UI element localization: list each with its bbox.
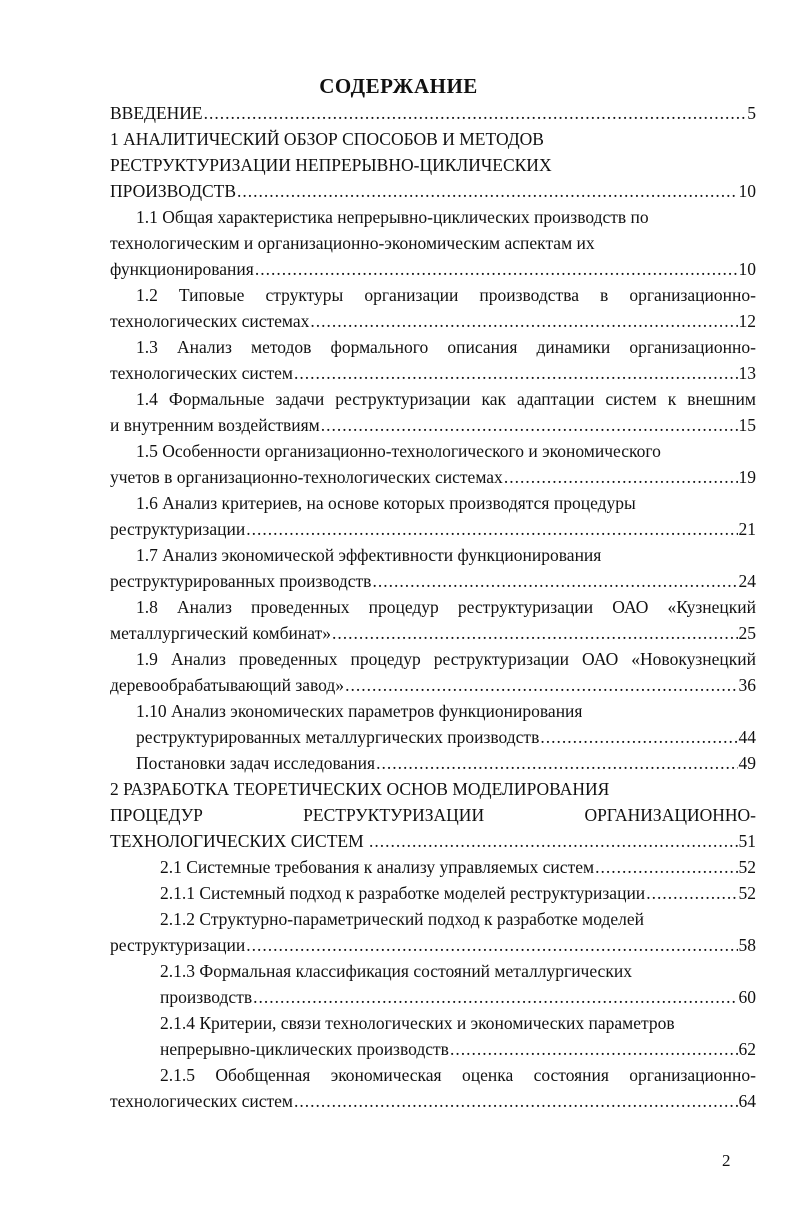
entry-page: 24 — [738, 571, 756, 591]
word: организационно- — [629, 285, 756, 305]
word: задачи — [275, 389, 325, 409]
word: процедур — [350, 649, 421, 669]
entry-text: технологических систем — [110, 363, 293, 383]
entry-page: 10 — [738, 259, 756, 279]
leader-dots — [255, 256, 738, 282]
entry-text: технологических систем — [110, 1091, 293, 1111]
entry-text: реструктурированных производств — [110, 571, 372, 591]
toc-section-1-6-line-2 — [110, 516, 756, 542]
leader-dots — [450, 1036, 738, 1062]
entry-text: непрерывно-циклических производств — [160, 1039, 449, 1059]
toc-section-1-5-line-2 — [110, 464, 756, 490]
word: РЕСТРУКТУРИЗАЦИИ — [303, 805, 485, 825]
entry-page: 62 — [738, 1039, 756, 1059]
toc-entry-intro — [110, 100, 756, 126]
leader-dots — [595, 854, 737, 880]
toc-section-1-5-line-1: 1.5 Особенности организационно-технологического и экономического — [136, 441, 661, 461]
entry-text: ТЕХНОЛОГИЧЕСКИХ СИСТЕМ — [110, 831, 369, 851]
word: в — [600, 285, 609, 305]
leader-dots — [246, 932, 737, 958]
leader-dots — [294, 1088, 738, 1114]
toc-section-2-1-1 — [160, 880, 756, 906]
entry-text: ВВЕДЕНИЕ — [110, 103, 203, 123]
toc-title: СОДЕРЖАНИЕ — [319, 74, 478, 98]
entry-text: Постановки задач исследования — [136, 753, 376, 773]
toc-section-2-1-3-line-2 — [160, 984, 756, 1010]
word: состояния — [533, 1065, 609, 1085]
word: реструктуризации — [457, 597, 594, 617]
word: структуры — [265, 285, 344, 305]
toc-section-2-1-2-line-1: 2.1.2 Структурно-параметрический подход к разработке моделей — [160, 909, 645, 929]
toc-section-2-1-4-line-2 — [160, 1036, 756, 1062]
toc-chapter-1-line-1: 1 АНАЛИТИЧЕСКИЙ ОБЗОР СПОСОБОВ И МЕТОДОВ — [110, 129, 544, 149]
entry-text: реструктурированных металлургических производств — [136, 727, 540, 747]
word: к — [667, 389, 677, 409]
word: Анализ — [170, 649, 226, 669]
word: 1.2 — [136, 285, 158, 305]
toc-chapter-2-line-3 — [110, 828, 756, 854]
entry-page: 64 — [738, 1091, 756, 1111]
page-number: 2 — [722, 1151, 731, 1170]
leader-dots — [204, 100, 747, 126]
leader-dots — [504, 464, 738, 490]
entry-text: производств — [160, 987, 253, 1007]
entry-page: 13 — [738, 363, 756, 383]
toc-section-2-1-3-line-1: 2.1.3 Формальная классификация состояний металлургических — [160, 961, 632, 981]
word: 2.1.5 — [160, 1065, 195, 1085]
toc-section-1-1-line-3 — [110, 256, 756, 282]
word: динамики — [536, 337, 611, 357]
toc-section-1-1-line-1: 1.1 Общая характеристика непрерывно-циклических производств по — [136, 207, 649, 227]
word: 1.4 — [136, 389, 158, 409]
word: формального — [330, 337, 429, 357]
toc-section-1-3-line-2 — [110, 360, 756, 386]
toc-section-2-1 — [160, 854, 756, 880]
toc-section-1-3-line-1 — [136, 334, 756, 360]
word: 1.8 — [136, 597, 158, 617]
entry-text: функционирования — [110, 259, 254, 279]
word: внешним — [687, 389, 756, 409]
word: организации — [364, 285, 459, 305]
word: ОРГАНИЗАЦИОННО- — [584, 805, 756, 825]
leader-dots — [369, 828, 737, 854]
toc-section-2-1-5-line-1 — [160, 1062, 756, 1088]
leader-dots — [294, 360, 738, 386]
word: процедур — [368, 597, 439, 617]
word: проведенных — [251, 597, 350, 617]
word: реструктуризации — [335, 389, 471, 409]
toc-chapter-1-line-3 — [110, 178, 756, 204]
word: организационно- — [629, 337, 756, 357]
toc-section-1-4-line-1 — [136, 386, 756, 412]
toc-section-1-1-line-2: технологическим и организационно-экономическим аспектам их — [110, 233, 595, 253]
entry-page: 49 — [738, 753, 756, 773]
toc-section-1-4-line-2 — [110, 412, 756, 438]
entry-text: реструктуризации — [110, 519, 246, 539]
word: адаптации — [517, 389, 595, 409]
entry-page: 36 — [738, 675, 756, 695]
leader-dots — [310, 308, 737, 334]
toc-section-1-7-line-1: 1.7 Анализ экономической эффективности функционирования — [136, 545, 602, 565]
entry-text: учетов в организационно-технологических системах — [110, 467, 503, 487]
toc-section-1-8-line-2 — [110, 620, 756, 646]
toc-section-2-1-4-line-1: 2.1.4 Критерии, связи технологических и экономических параметров — [160, 1013, 675, 1033]
entry-page: 15 — [738, 415, 756, 435]
toc-section-1-8-line-1 — [136, 594, 756, 620]
entry-page: 25 — [738, 623, 756, 643]
word: Формальные — [168, 389, 265, 409]
entry-page: 60 — [738, 987, 756, 1007]
leader-dots — [372, 568, 737, 594]
word: Типовые — [178, 285, 245, 305]
word: ОАО — [582, 649, 619, 669]
word: описания — [447, 337, 518, 357]
toc-section-2-1-2-line-2 — [110, 932, 756, 958]
word: систем — [605, 389, 657, 409]
entry-page: 52 — [738, 857, 756, 877]
entry-page: 51 — [738, 831, 756, 851]
word: «Кузнецкий — [667, 597, 756, 617]
word: Обобщенная — [215, 1065, 311, 1085]
leader-dots — [321, 412, 738, 438]
word: проведенных — [238, 649, 338, 669]
word: 1.9 — [136, 649, 158, 669]
word: оценка — [461, 1065, 514, 1085]
word: «Новокузнецкий — [631, 649, 756, 669]
toc-section-1-9-line-2 — [110, 672, 756, 698]
entry-page: 12 — [738, 311, 756, 331]
toc-section-1-9-line-1 — [136, 646, 756, 672]
word: как — [481, 389, 507, 409]
word: Анализ — [176, 597, 232, 617]
leader-dots — [332, 620, 738, 646]
leader-dots — [253, 984, 737, 1010]
entry-page: 52 — [738, 883, 756, 903]
word: ПРОЦЕДУР — [110, 805, 203, 825]
toc-section-1-2-line-1 — [136, 282, 756, 308]
entry-page: 21 — [738, 519, 756, 539]
word: методов — [251, 337, 312, 357]
word: организационно- — [629, 1065, 756, 1085]
entry-page: 44 — [738, 727, 756, 747]
toc-entry-research-tasks — [136, 750, 756, 776]
entry-text: деревообрабатывающий завод» — [110, 675, 345, 695]
word: ОАО — [612, 597, 649, 617]
entry-page: 10 — [738, 181, 756, 201]
entry-page: 5 — [747, 103, 756, 123]
word: производства — [479, 285, 579, 305]
toc-section-2-1-5-line-2 — [110, 1088, 756, 1114]
leader-dots — [345, 672, 737, 698]
word: 1.3 — [136, 337, 158, 357]
toc-chapter-2-line-1: 2 РАЗРАБОТКА ТЕОРЕТИЧЕСКИХ ОСНОВ МОДЕЛИРОВАНИЯ — [110, 779, 610, 799]
toc-chapter-1-line-2: РЕСТРУКТУРИЗАЦИИ НЕПРЕРЫВНО-ЦИКЛИЧЕСКИХ — [110, 155, 552, 175]
word: Анализ — [176, 337, 232, 357]
entry-text: 2.1.1 Системный подход к разработке моделей реструктуризации — [160, 883, 646, 903]
toc-section-1-7-line-2 — [110, 568, 756, 594]
toc-chapter-2-line-2 — [110, 802, 756, 828]
toc-section-1-10-line-2 — [136, 724, 756, 750]
entry-page: 19 — [738, 467, 756, 487]
entry-text: ПРОИЗВОДСТВ — [110, 181, 237, 201]
word: реструктуризации — [433, 649, 569, 669]
toc-section-1-2-line-2 — [110, 308, 756, 334]
entry-page: 58 — [738, 935, 756, 955]
word: экономическая — [330, 1065, 442, 1085]
leader-dots — [540, 724, 737, 750]
toc-section-1-6-line-1: 1.6 Анализ критериев, на основе которых производятся процедуры — [136, 493, 636, 513]
leader-dots — [237, 178, 737, 204]
entry-text: и внутренним воздействиям — [110, 415, 320, 435]
entry-text: реструктуризации — [110, 935, 246, 955]
leader-dots — [646, 880, 737, 906]
leader-dots — [246, 516, 737, 542]
entry-text: металлургический комбинат» — [110, 623, 331, 643]
entry-text: 2.1 Системные требования к анализу управляемых систем — [160, 857, 595, 877]
toc-section-1-10-line-1: 1.10 Анализ экономических параметров функционирования — [136, 701, 583, 721]
entry-text: технологических системах — [110, 311, 310, 331]
leader-dots — [376, 750, 737, 776]
